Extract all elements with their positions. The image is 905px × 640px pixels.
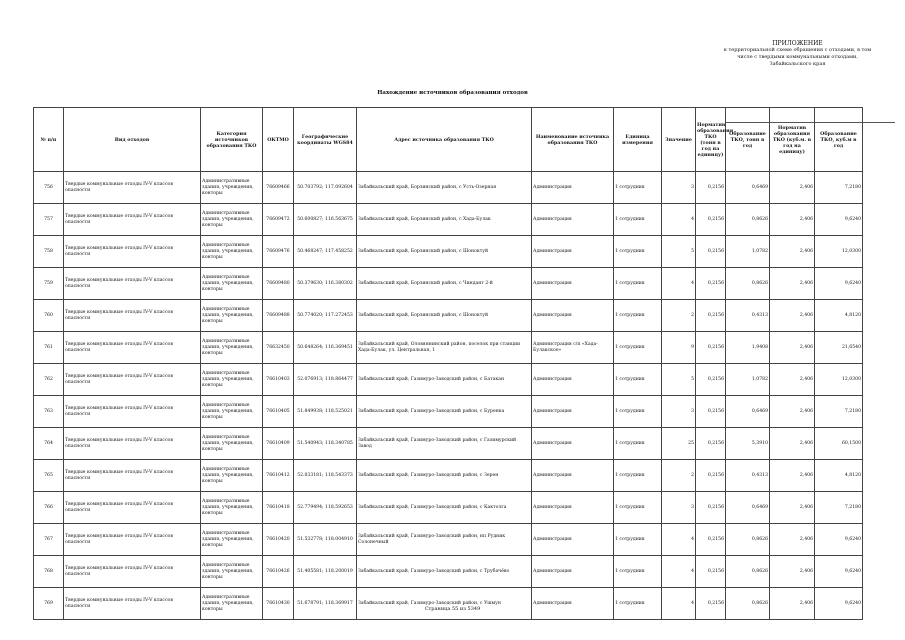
- cell-norm-cubic: 2,406: [770, 556, 815, 588]
- cell-oktmo-code: 76609476: [263, 236, 294, 268]
- cell-tons-per-year: 0,4313: [726, 460, 770, 492]
- cell-norm-tons: 0,2156: [696, 172, 726, 204]
- table-row: [34, 204, 863, 236]
- header-cell: Вид отходов: [64, 108, 201, 172]
- document-title: Нахождение источников образования отходов: [377, 90, 528, 96]
- cell-oktmo-code: 76632450: [263, 332, 294, 364]
- cell-norm-cubic: 2,406: [770, 428, 815, 460]
- cell-unit: 1 сотрудник: [614, 268, 662, 300]
- table-row: [34, 236, 863, 268]
- cell-source-name: Администрация: [532, 204, 614, 236]
- cell-coordinates: 52.779494; 118.592653: [294, 492, 357, 524]
- cell-address: Забайкальский край, Борзинский район, с Усть-Озерная: [357, 172, 532, 204]
- cell-source-name: Администрация с/п «Хада-Булакское»: [532, 332, 614, 364]
- cell-unit: 1 сотрудник: [614, 428, 662, 460]
- cell-tons-per-year: 0,6469: [726, 172, 770, 204]
- cell-unit: 1 сотрудник: [614, 460, 662, 492]
- cell-row-number: 762: [34, 364, 64, 396]
- cell-tons-per-year: 0,8626: [726, 588, 770, 620]
- header-cell: Значение: [662, 108, 696, 172]
- cell-tons-per-year: 0,4313: [726, 300, 770, 332]
- cell-value: 4: [662, 588, 696, 620]
- cell-value: 9: [662, 332, 696, 364]
- cell-norm-tons: 0,2156: [696, 204, 726, 236]
- cell-cubic-per-year: 4,8120: [815, 300, 863, 332]
- header-cell: ОКТМО: [263, 108, 294, 172]
- cell-tons-per-year: 0,6469: [726, 396, 770, 428]
- table-row: [34, 492, 863, 524]
- cell-norm-cubic: 2,406: [770, 588, 815, 620]
- cell-oktmo-code: 76609466: [263, 172, 294, 204]
- cell-value: 3: [662, 172, 696, 204]
- cell-oktmo-code: 76609480: [263, 268, 294, 300]
- cell-oktmo-code: 76610403: [263, 364, 294, 396]
- cell-source-category: Административные здания, учреждения, конторы: [201, 364, 263, 396]
- cell-cubic-per-year: 12,0300: [815, 364, 863, 396]
- cell-source-category: Административные здания, учреждения, конторы: [201, 300, 263, 332]
- cell-norm-cubic: 2,406: [770, 492, 815, 524]
- cell-source-name: Администрация: [532, 236, 614, 268]
- cell-address: Забайкальский край, Борзинский район, с Чиндант 2-й: [357, 268, 532, 300]
- cell-source-name: Администрация: [532, 172, 614, 204]
- cell-oktmo-code: 76610420: [263, 524, 294, 556]
- cell-row-number: 757: [34, 204, 64, 236]
- cell-value: 4: [662, 204, 696, 236]
- header-cell: Норматив образования ТКО (куб.м. в год на единицу): [770, 108, 815, 172]
- cell-norm-tons: 0,2156: [696, 556, 726, 588]
- cell-source-category: Административные здания, учреждения, конторы: [201, 492, 263, 524]
- cell-source-category: Административные здания, учреждения, конторы: [201, 460, 263, 492]
- cell-waste-type: Твердые коммунальные отходы IV-V классов опасности: [64, 556, 201, 588]
- cell-norm-cubic: 2,406: [770, 524, 815, 556]
- cell-source-category: Административные здания, учреждения, конторы: [201, 556, 263, 588]
- header-cell: Географические координаты WGS84: [294, 108, 357, 172]
- cell-source-name: Администрация: [532, 428, 614, 460]
- cell-address: Забайкальский край, Газимуро-Заводский район, с Батакан: [357, 364, 532, 396]
- cell-tons-per-year: 0,8626: [726, 524, 770, 556]
- cell-waste-type: Твердые коммунальные отходы IV-V классов опасности: [64, 236, 201, 268]
- cell-source-category: Административные здания, учреждения, конторы: [201, 172, 263, 204]
- cell-address: Забайкальский край, Газимуро-Заводский район, с Газимурский Завод: [357, 428, 532, 460]
- cell-source-name: Администрация: [532, 588, 614, 620]
- cell-address: Забайкальский край, Газимуро-Заводский район, с Трубачёво: [357, 556, 532, 588]
- cell-norm-tons: 0,2156: [696, 236, 726, 268]
- cell-waste-type: Твердые коммунальные отходы IV-V классов опасности: [64, 492, 201, 524]
- cell-waste-type: Твердые коммунальные отходы IV-V классов опасности: [64, 204, 201, 236]
- cell-source-category: Административные здания, учреждения, конторы: [201, 588, 263, 620]
- table-row: [34, 524, 863, 556]
- table-row: [34, 172, 863, 204]
- cell-cubic-per-year: 7,2180: [815, 396, 863, 428]
- cell-coordinates: 50.703792; 117.092604: [294, 172, 357, 204]
- cell-coordinates: 50.600827; 116.563675: [294, 204, 357, 236]
- cell-coordinates: 51.540943; 118.340785: [294, 428, 357, 460]
- cell-coordinates: 51.849938; 118.525021: [294, 396, 357, 428]
- cell-value: 2: [662, 460, 696, 492]
- cell-row-number: 768: [34, 556, 64, 588]
- cell-source-name: Администрация: [532, 460, 614, 492]
- cell-address: Забайкальский край, Борзинский район, с Шоноктуй: [357, 236, 532, 268]
- cell-row-number: 767: [34, 524, 64, 556]
- cell-source-category: Административные здания, учреждения, конторы: [201, 332, 263, 364]
- cell-unit: 1 сотрудник: [614, 204, 662, 236]
- cell-row-number: 761: [34, 332, 64, 364]
- cell-source-category: Административные здания, учреждения, конторы: [201, 268, 263, 300]
- cell-norm-tons: 0,2156: [696, 268, 726, 300]
- cell-norm-cubic: 2,406: [770, 268, 815, 300]
- cell-value: 2: [662, 300, 696, 332]
- cell-norm-cubic: 2,406: [770, 364, 815, 396]
- cell-norm-cubic: 2,406: [770, 396, 815, 428]
- cell-waste-type: Твердые коммунальные отходы IV-V классов опасности: [64, 172, 201, 204]
- cell-unit: 1 сотрудник: [614, 492, 662, 524]
- cell-oktmo-code: 76610426: [263, 556, 294, 588]
- cell-unit: 1 сотрудник: [614, 236, 662, 268]
- cell-cubic-per-year: 21,6540: [815, 332, 863, 364]
- cell-unit: 1 сотрудник: [614, 364, 662, 396]
- cell-unit: 1 сотрудник: [614, 556, 662, 588]
- cell-norm-tons: 0,2156: [696, 428, 726, 460]
- cell-norm-tons: 0,2156: [696, 300, 726, 332]
- cell-row-number: 758: [34, 236, 64, 268]
- cell-waste-type: Твердые коммунальные отходы IV-V классов опасности: [64, 396, 201, 428]
- cell-unit: 1 сотрудник: [614, 172, 662, 204]
- table-row: [34, 428, 863, 460]
- cell-source-name: Администрация: [532, 556, 614, 588]
- cell-waste-type: Твердые коммунальные отходы IV-V классов опасности: [64, 428, 201, 460]
- cell-value: 3: [662, 492, 696, 524]
- cell-unit: 1 сотрудник: [614, 396, 662, 428]
- cell-unit: 1 сотрудник: [614, 524, 662, 556]
- cell-address: Забайкальский край, Газимуро-Заводский район, с Ушмун: [357, 588, 532, 620]
- cell-row-number: 763: [34, 396, 64, 428]
- cell-norm-cubic: 2,406: [770, 172, 815, 204]
- cell-value: 4: [662, 268, 696, 300]
- cell-norm-cubic: 2,406: [770, 204, 815, 236]
- cell-cubic-per-year: 7,2180: [815, 172, 863, 204]
- cell-cubic-per-year: 4,8120: [815, 460, 863, 492]
- header-cell: Адрес источника образования ТКО: [357, 108, 532, 172]
- cell-oktmo-code: 76609472: [263, 204, 294, 236]
- cell-norm-tons: 0,2156: [696, 588, 726, 620]
- cell-tons-per-year: 0,8626: [726, 204, 770, 236]
- cell-tons-per-year: 0,8626: [726, 268, 770, 300]
- cell-tons-per-year: 0,8626: [726, 556, 770, 588]
- cell-value: 4: [662, 556, 696, 588]
- cell-address: Забайкальский край, Газимуро-Заводский район, нп Рудник Солонечный: [357, 524, 532, 556]
- cell-coordinates: 50.379630; 116.380302: [294, 268, 357, 300]
- cell-norm-cubic: 2,406: [770, 460, 815, 492]
- appendix-title: ПРИЛОЖЕНИЕ: [772, 40, 823, 47]
- header-cell: № п/п: [34, 108, 64, 172]
- cell-row-number: 759: [34, 268, 64, 300]
- cell-cubic-per-year: 9,6240: [815, 204, 863, 236]
- cell-address: Забайкальский край, Газимуро-Заводский район, с Буренка: [357, 396, 532, 428]
- header-cell: Образование ТКО, тонн в год: [726, 108, 770, 172]
- cell-address: Забайкальский край, Борзинский район, с Хада-Булак: [357, 204, 532, 236]
- cell-oktmo-code: 76610412: [263, 460, 294, 492]
- cell-norm-tons: 0,2156: [696, 332, 726, 364]
- cell-norm-tons: 0,2156: [696, 524, 726, 556]
- cell-cubic-per-year: 9,6240: [815, 588, 863, 620]
- cell-unit: 1 сотрудник: [614, 300, 662, 332]
- appendix-block: [700, 40, 895, 68]
- cell-norm-cubic: 2,406: [770, 332, 815, 364]
- table-row: [34, 396, 863, 428]
- cell-cubic-per-year: 9,6240: [815, 524, 863, 556]
- cell-oktmo-code: 76610409: [263, 428, 294, 460]
- cell-tons-per-year: 1,0782: [726, 236, 770, 268]
- cell-address: Забайкальский край, Оловяннинский район, поселок при станции Хада-Булак, ул. Центральная, 1: [357, 332, 532, 364]
- cell-tons-per-year: 1,0782: [726, 364, 770, 396]
- cell-waste-type: Твердые коммунальные отходы IV-V классов опасности: [64, 524, 201, 556]
- cell-oktmo-code: 76609488: [263, 300, 294, 332]
- cell-address: Забайкальский край, Газимуро-Заводский район, с Кактолга: [357, 492, 532, 524]
- cell-oktmo-code: 76610405: [263, 396, 294, 428]
- table-row: [34, 332, 863, 364]
- cell-norm-tons: 0,2156: [696, 460, 726, 492]
- cell-address: Забайкальский край, Борзинский район, с Шоноктуй: [357, 300, 532, 332]
- cell-source-name: Администрация: [532, 492, 614, 524]
- table-row: [34, 364, 863, 396]
- cell-source-category: Административные здания, учреждения, конторы: [201, 236, 263, 268]
- cell-source-category: Административные здания, учреждения, конторы: [201, 396, 263, 428]
- cell-source-name: Администрация: [532, 300, 614, 332]
- cell-waste-type: Твердые коммунальные отходы IV-V классов опасности: [64, 268, 201, 300]
- cell-waste-type: Твердые коммунальные отходы IV-V классов опасности: [64, 332, 201, 364]
- cell-cubic-per-year: 12,0300: [815, 236, 863, 268]
- cell-value: 5: [662, 364, 696, 396]
- waste-sources-table: [33, 107, 863, 620]
- table-row: [34, 588, 863, 620]
- cell-row-number: 765: [34, 460, 64, 492]
- cell-row-number: 766: [34, 492, 64, 524]
- appendix-line: Забайкальского края: [769, 61, 826, 67]
- cell-row-number: 756: [34, 172, 64, 204]
- cell-waste-type: Твердые коммунальные отходы IV-V классов опасности: [64, 460, 201, 492]
- page-number: Страница 55 из 5349: [424, 606, 481, 612]
- cell-coordinates: 50.648264; 116.369451: [294, 332, 357, 364]
- cell-tons-per-year: 5,3910: [726, 428, 770, 460]
- cell-unit: 1 сотрудник: [614, 588, 662, 620]
- cell-source-category: Административные здания, учреждения, конторы: [201, 524, 263, 556]
- cell-value: 4: [662, 524, 696, 556]
- header-cell: Категория источников образования ТКО: [201, 108, 263, 172]
- cell-address: Забайкальский край, Газимуро-Заводский район, с Зерен: [357, 460, 532, 492]
- cell-tons-per-year: 1,9408: [726, 332, 770, 364]
- cell-coordinates: 51.532778; 118.004910: [294, 524, 357, 556]
- cell-value: 3: [662, 396, 696, 428]
- cell-row-number: 760: [34, 300, 64, 332]
- cell-oktmo-code: 76610418: [263, 492, 294, 524]
- header-cell: Наименование источника образования ТКО: [532, 108, 614, 172]
- cell-coordinates: 52.033181; 118.543373: [294, 460, 357, 492]
- appendix-line: числе с твердыми коммунальными отходами,: [737, 54, 858, 60]
- cell-source-category: Административные здания, учреждения, конторы: [201, 204, 263, 236]
- cell-row-number: 769: [34, 588, 64, 620]
- table-body: [34, 172, 863, 620]
- cell-norm-cubic: 2,406: [770, 300, 815, 332]
- cell-unit: 1 сотрудник: [614, 332, 662, 364]
- header-cell: Образование ТКО, куб.м в год: [815, 108, 863, 172]
- header-cell: Единица измерения: [614, 108, 662, 172]
- cell-norm-tons: 0,2156: [696, 492, 726, 524]
- table-header-row: [34, 108, 863, 172]
- header-cell: Норматив образования ТКО (тонн в год на единицу): [696, 108, 726, 172]
- table-row: [34, 268, 863, 300]
- cell-coordinates: 52.076913; 118.864477: [294, 364, 357, 396]
- table-row: [34, 556, 863, 588]
- cell-waste-type: Твердые коммунальные отходы IV-V классов опасности: [64, 364, 201, 396]
- cell-source-name: Администрация: [532, 396, 614, 428]
- cell-source-name: Администрация: [532, 268, 614, 300]
- cell-source-category: Административные здания, учреждения, конторы: [201, 428, 263, 460]
- cell-cubic-per-year: 60,1500: [815, 428, 863, 460]
- cell-cubic-per-year: 7,2180: [815, 492, 863, 524]
- cell-waste-type: Твердые коммунальные отходы IV-V классов опасности: [64, 300, 201, 332]
- table-row: [34, 460, 863, 492]
- cell-waste-type: Твердые коммунальные отходы IV-V классов опасности: [64, 588, 201, 620]
- cell-row-number: 764: [34, 428, 64, 460]
- appendix-line: к территориальной схеме обращения с отходами, в том: [723, 47, 872, 53]
- cell-coordinates: 51.678791; 118.369917: [294, 588, 357, 620]
- cell-coordinates: 50.468247; 117.458252: [294, 236, 357, 268]
- cell-norm-tons: 0,2156: [696, 396, 726, 428]
- cell-cubic-per-year: 9,6240: [815, 556, 863, 588]
- cell-norm-tons: 0,2156: [696, 364, 726, 396]
- cell-cubic-per-year: 9,6240: [815, 268, 863, 300]
- cell-coordinates: 51.405581; 118.200019: [294, 556, 357, 588]
- cell-value: 5: [662, 236, 696, 268]
- cell-source-name: Администрация: [532, 524, 614, 556]
- cell-tons-per-year: 0,6469: [726, 492, 770, 524]
- cell-norm-cubic: 2,406: [770, 236, 815, 268]
- cell-source-name: Администрация: [532, 364, 614, 396]
- cell-oktmo-code: 76610430: [263, 588, 294, 620]
- cell-value: 25: [662, 428, 696, 460]
- cell-coordinates: 50.774020; 117.272453: [294, 300, 357, 332]
- table-row: [34, 300, 863, 332]
